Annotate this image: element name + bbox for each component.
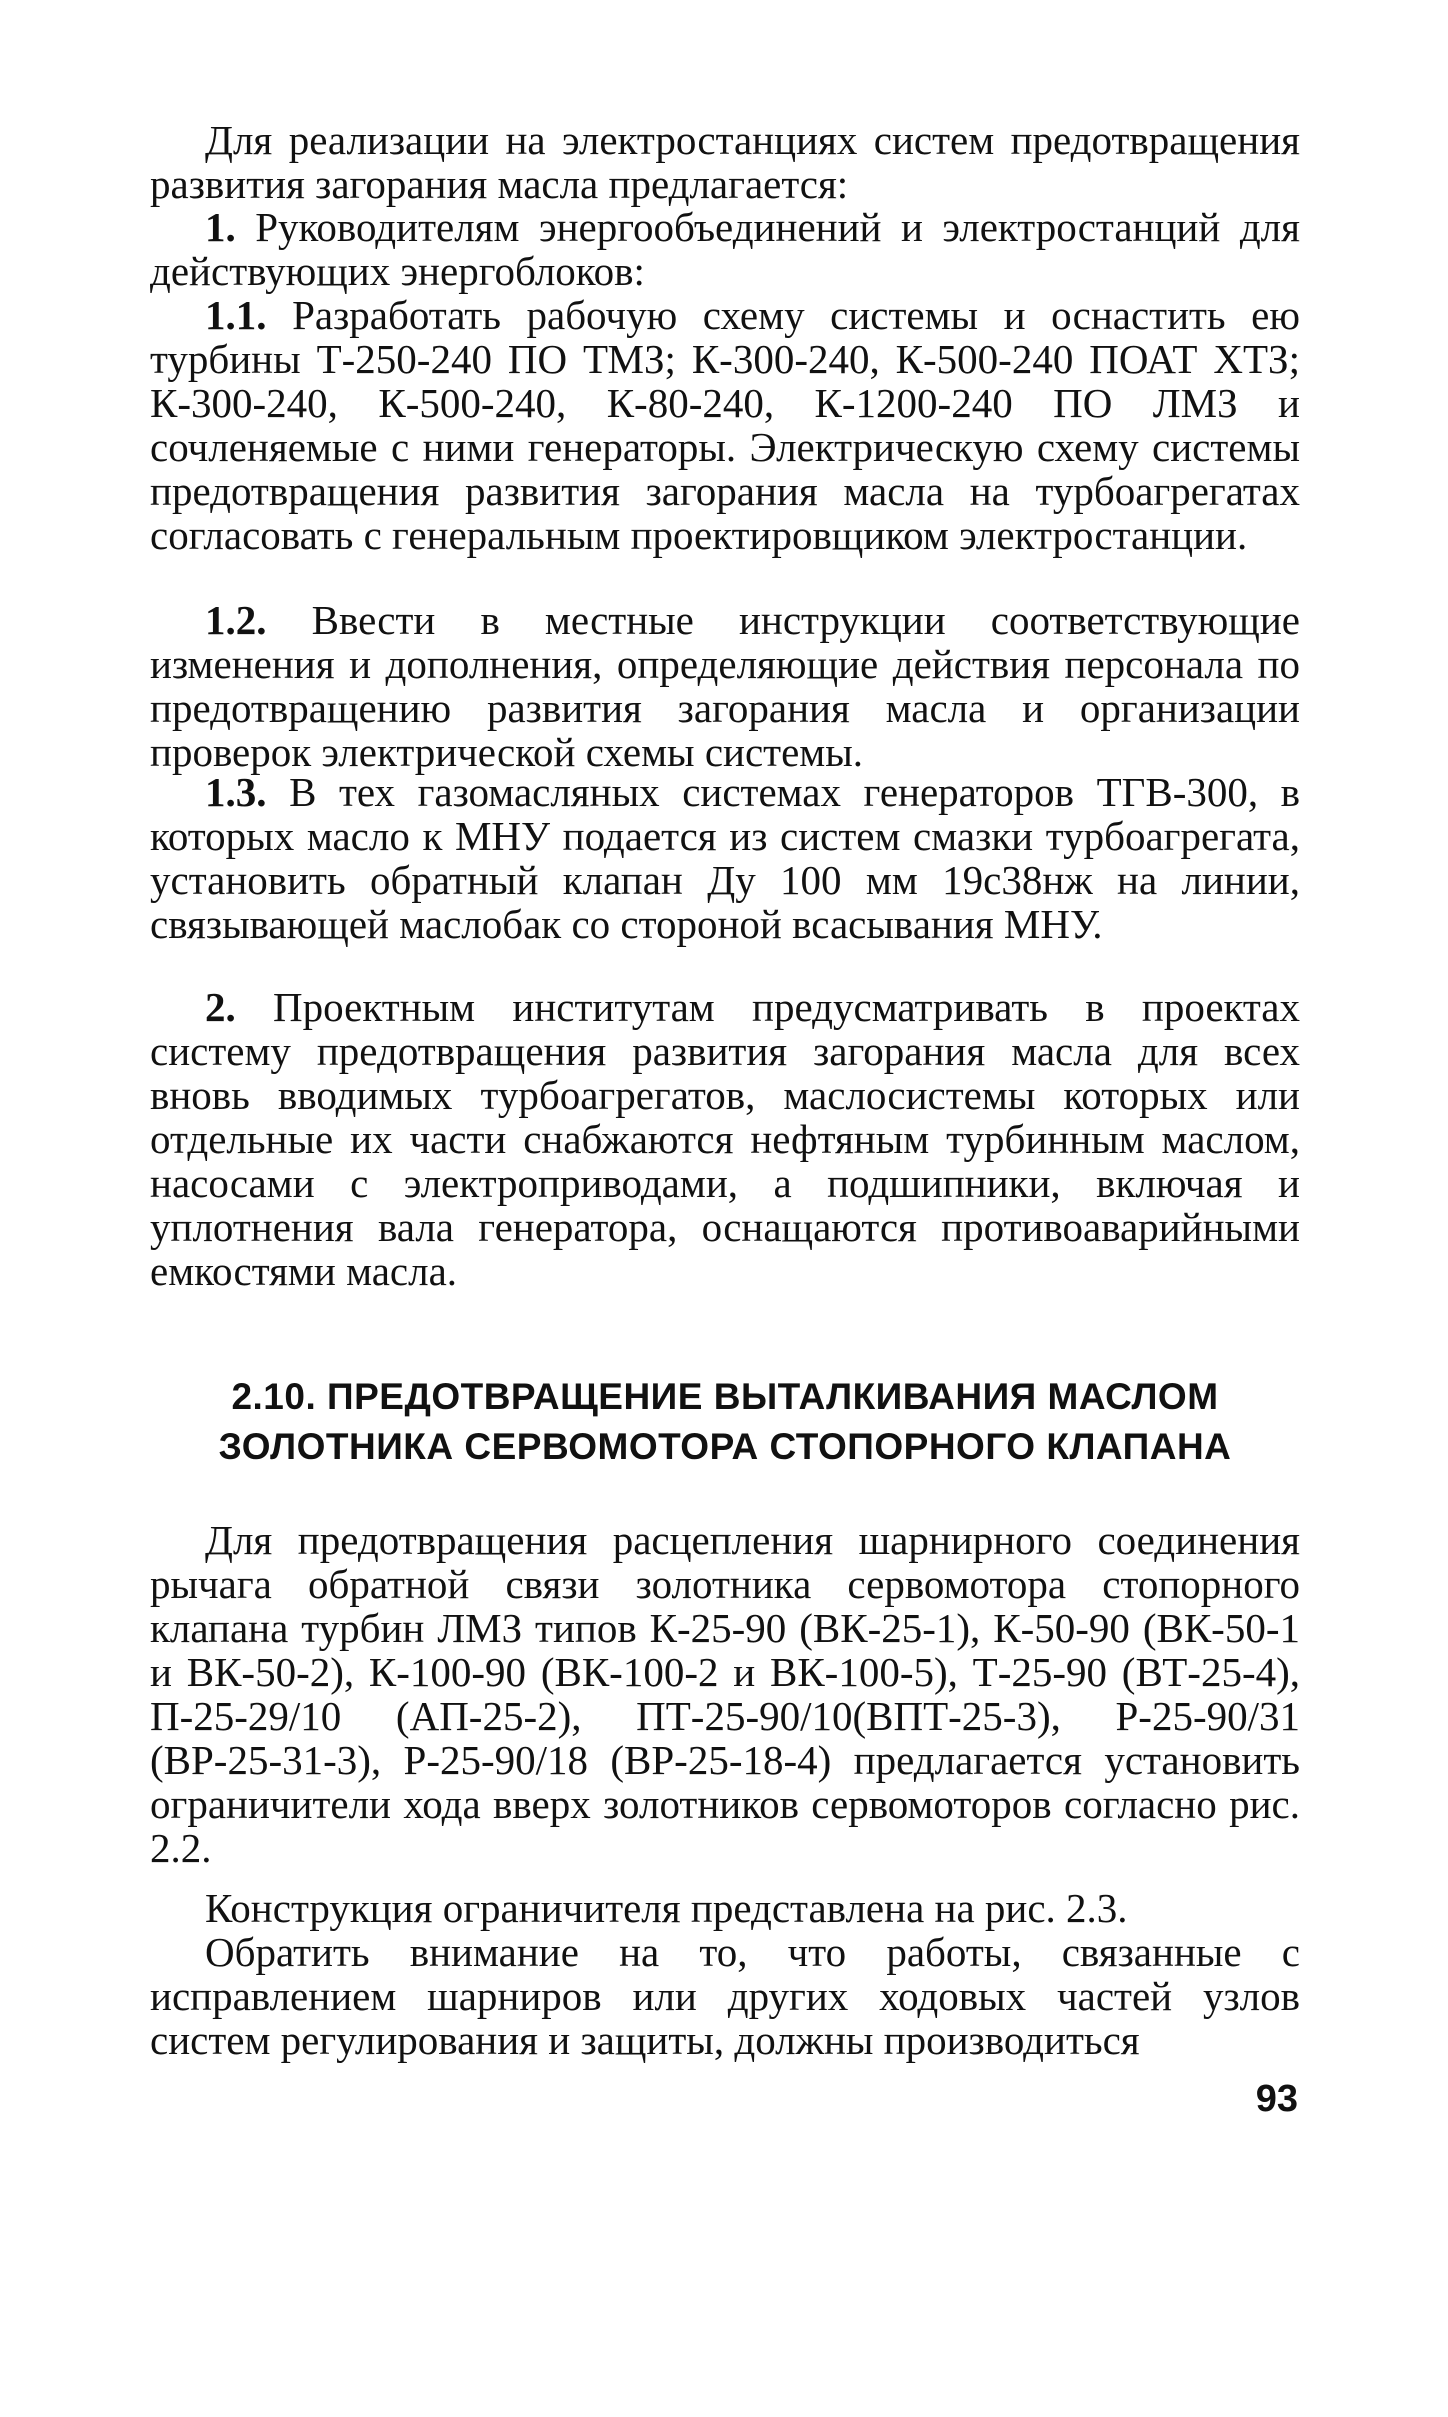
- item-1-number: 1.: [205, 204, 236, 250]
- item-2-number: 2.: [205, 984, 236, 1030]
- body-paragraph-2: [150, 1886, 1300, 1930]
- item-1-1-paragraph: [150, 293, 1300, 557]
- body-paragraph-1: [150, 1518, 1300, 1870]
- section-heading: 2.10. ПРЕДОТВРАЩЕНИЕ ВЫТАЛКИВАНИЯ МАСЛОМ ЗОЛОТНИКА СЕРВОМОТОРА СТОПОРНОГО КЛАПАНА: [218, 1376, 1232, 1467]
- item-1-2-number: 1.2.: [205, 597, 267, 643]
- body-paragraph-1-text: Для предотвращения расцепления шарнирного соединения рычага обратной связи золотника сервомотора стопорного клапана турбин ЛМЗ типов К-25-90 (ВК-25-1), К-50-90 (ВК-50-1 и ВК-50-2), К-100-90 (ВК-100-2 и ВК-100-5), Т-25-90 (ВТ-25-4), П-25-29/10 (АП-25-2), ПТ-25-90/10(ВПТ-25-3), Р-25-90/31 (ВР-25-31-3), Р-25-90/18 (ВР-25-18-4) предлагается установить ограничители хода вверх золотников сервомоторов согласно рис. 2.2.: [150, 1517, 1300, 1871]
- intro-paragraph: [150, 118, 1300, 206]
- item-1-3-paragraph: [150, 770, 1300, 946]
- body-paragraph-3: [150, 1930, 1300, 2062]
- item-1-1-text: Разработать рабочую схему системы и оснастить ею турбины Т-250-240 ПО ТМЗ; К-300-240, К-500-240 ПОАТ ХТЗ; К-300-240, К-500-240, К-80-240, К-1200-240 ПО ЛМЗ и сочленяемые с ними генераторы. Электрическую схему системы предотвращения развития загорания масла на турбоагрегатах согласовать с генеральным проектировщиком электростанции.: [150, 292, 1301, 558]
- item-2-text: Проектным институтам предусматривать в проектах систему предотвращения развития загорания масла для всех вновь вводимых турбоагрегатов, маслосистемы которых или отдельные их части снабжаются нефтяным турбинным маслом, насосами с электроприводами, а подшипники, включая и уплотнения вала генератора, оснащаются противоаварийными емкостями масла.: [150, 984, 1301, 1294]
- item-1-3-text: В тех газомасляных системах генераторов ТГВ-300, в которых масло к МНУ подается из систем смазки турбоагрегата, установить обратный клапан Дy 100 мм 19с38нж на линии, связывающей маслобак со стороной всасывания МНУ.: [150, 769, 1301, 947]
- item-1-paragraph: [150, 205, 1300, 293]
- item-1-2-paragraph: [150, 598, 1300, 774]
- page-number: 93: [1255, 2078, 1298, 2120]
- item-2-paragraph: [150, 985, 1300, 1293]
- item-1-text: Руководителям энергообъединений и электростанций для действующих энергоблоков:: [150, 204, 1300, 294]
- intro-text: Для реализации на электростанциях систем предотвращения развития загорания масла предлагается:: [150, 117, 1300, 207]
- item-1-3-number: 1.3.: [205, 769, 267, 815]
- body-paragraph-2-text: Конструкция ограничителя представлена на рис. 2.3.: [205, 1885, 1128, 1931]
- item-1-2-text: Ввести в местные инструкции соответствующие изменения и дополнения, определяющие действия персонала по предотвращению развития загорания масла и организации проверок электрической схемы системы.: [150, 597, 1300, 775]
- body-paragraph-3-text: Обратить внимание на то, что работы, связанные с исправлением шарниров или других ходовых частей узлов систем регулирования и защиты, должны производиться: [150, 1929, 1300, 2063]
- item-1-1-number: 1.1.: [205, 292, 267, 338]
